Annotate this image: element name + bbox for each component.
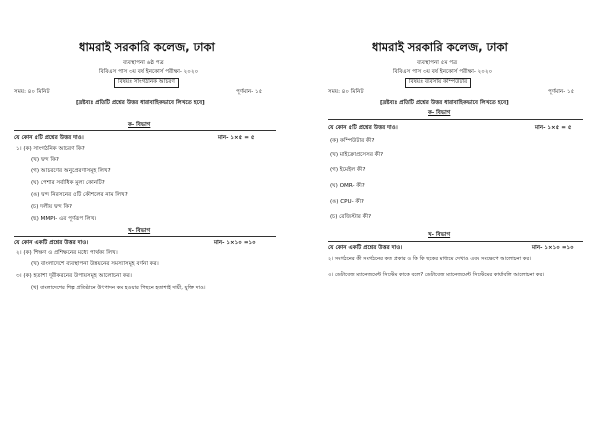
section-kha-marks: মান- ১×১০ =১০ [214,240,256,246]
section-divider [328,241,583,242]
subject-label: বিষয়ঃ ব্যবসায় কম্পিউটার [405,78,471,88]
question-item: (ঙ) দ্বন্দ নিরসনের ৫টি কৌশলের নাম লিখ? [31,192,128,198]
question-item: (গ) আচরণের অনুপ্রেরণাসমূহ লিখ? [31,168,111,174]
time-label: সময়: ৪০ মিনিট [14,89,50,95]
paper-name: ব্যবস্থাপনা ৬ষ্ঠ পত্র [123,60,164,66]
question-item: (ক) কম্পিউটার কী? [330,138,375,144]
question-item: (ঙ) CPU- কী? [330,199,364,205]
time-label: সময়: ৪০ মিনিট [328,89,364,95]
section-divider [328,119,583,120]
question-item: (খ) দ্বন্দ কি? [31,157,59,163]
section-kha-instruction: যে কোন একটি প্রশ্নের উত্তর দাও। [14,240,89,246]
section-kha-instruction: যে কোন একটি প্রশ্নের উত্তর দাও। [328,245,403,251]
question-item: (খ) বাংলাদেশের শিল্প প্রতিষ্ঠানে উৎপাদন কম হওয়ার পিছনে হতাশাই দায়ী, যুক্তি দাও। [31,285,206,291]
section-kha-heading: খ- বিভাগ [428,232,451,238]
section-ka-instruction: যে কোন ৫টি প্রশ্নের উত্তর দাও। [14,135,84,141]
college-name: ধামরাই সরকারি কলেজ, ঢাকা [79,40,215,54]
full-marks-label: পূর্ণমান- ১৫ [236,89,263,95]
section-ka-heading: ক- বিভাগ [128,122,151,128]
instruction-note: [দ্রষ্টব্যঃ প্রতিটি প্রশ্নের উত্তর ধারাবাহিকভাবে লিখতে হবে] [76,100,205,106]
question-item: ৩। (ক) হতাশা দূরীকরনের উপায়সমূহ আলোচনা কর। [16,273,132,279]
paper-name: ব্যবস্থাপনা ৫ম পত্র [417,60,458,66]
exam-name: বিবিএস পাস ৩য় বর্ষ ইনকোর্স পরীক্ষা- ২০২০ [99,69,199,75]
question-item: (খ) বাংলাদেশে ব্যবস্থাপনা উন্নয়নের সমস্যাসমূহ বর্ণনা কর। [31,261,159,267]
question-item: (ঘ) পেশার সর্বাধিক মুল্য কোনটি? [31,180,105,186]
question-item: ২। (ক) শিক্ষণ ও প্রশিক্ষনের মধ্যে পার্থক্য লিখ। [16,250,118,256]
section-ka-marks: মান- ১×৫ = ৫ [535,125,572,131]
section-kha-heading: খ- বিভাগ [128,228,151,234]
section-ka-heading: ক- বিভাগ [428,110,451,116]
section-ka-instruction: যে কোন ৫টি প্রশ্নের উত্তর দাও। [328,125,398,131]
college-name: ধামরাই সরকারি কলেজ, ঢাকা [372,40,508,54]
question-item: (ঘ) OMR- কী? [330,183,365,189]
question-item: (চ) রেজিস্টার কী? [330,214,372,220]
question-item: ১। (ক) সাংগঠনিক আচরণ কি? [16,146,85,152]
question-item: (খ) মাইক্রোপ্রসেসর কী? [330,152,384,158]
question-item: ৩। ডেটাবেজ ম্যানেজমেন্ট সিস্টেম কাকে বলে? ডেটাবেজ ম্যানেজমেন্ট সিস্টেমের কার্যাবলি আলোচনা কর। [328,272,545,278]
subject-label: বিষয়ঃ সাংগঠনিক আচরণ [114,78,179,88]
exam-name: বিবিএস পাস ৩য় বর্ষ ইনকোর্স পরীক্ষা- ২০২০ [393,69,493,75]
question-item: (চ) দলীয় দ্বন্দ কি? [31,204,73,210]
section-divider [14,130,276,131]
question-item: ২। সংগঠনের কী সংগঠনের কত প্রকার ও কি কি ছকের মাধ্যমে দেখাও এবং সংক্ষেপে আলোচনা কর। [328,256,532,262]
section-ka-marks: মান- ১×৫ = ৫ [218,135,255,141]
full-marks-label: পূর্ণমান- ১৫ [548,89,575,95]
instruction-note: [দ্রষ্টব্যঃ প্রতিটি প্রশ্নের উত্তর ধারাবাহিকভাবে লিখতে হবে] [380,100,509,106]
question-item: (ছ) MMPI- এর পূর্ণরূপ লিখ। [31,216,97,222]
section-kha-marks: মান- ১×১০ =১০ [532,245,574,251]
exam-sheet-right [300,0,600,427]
section-divider [14,236,276,237]
question-item: (গ) ইমেইল কী? [330,167,366,173]
